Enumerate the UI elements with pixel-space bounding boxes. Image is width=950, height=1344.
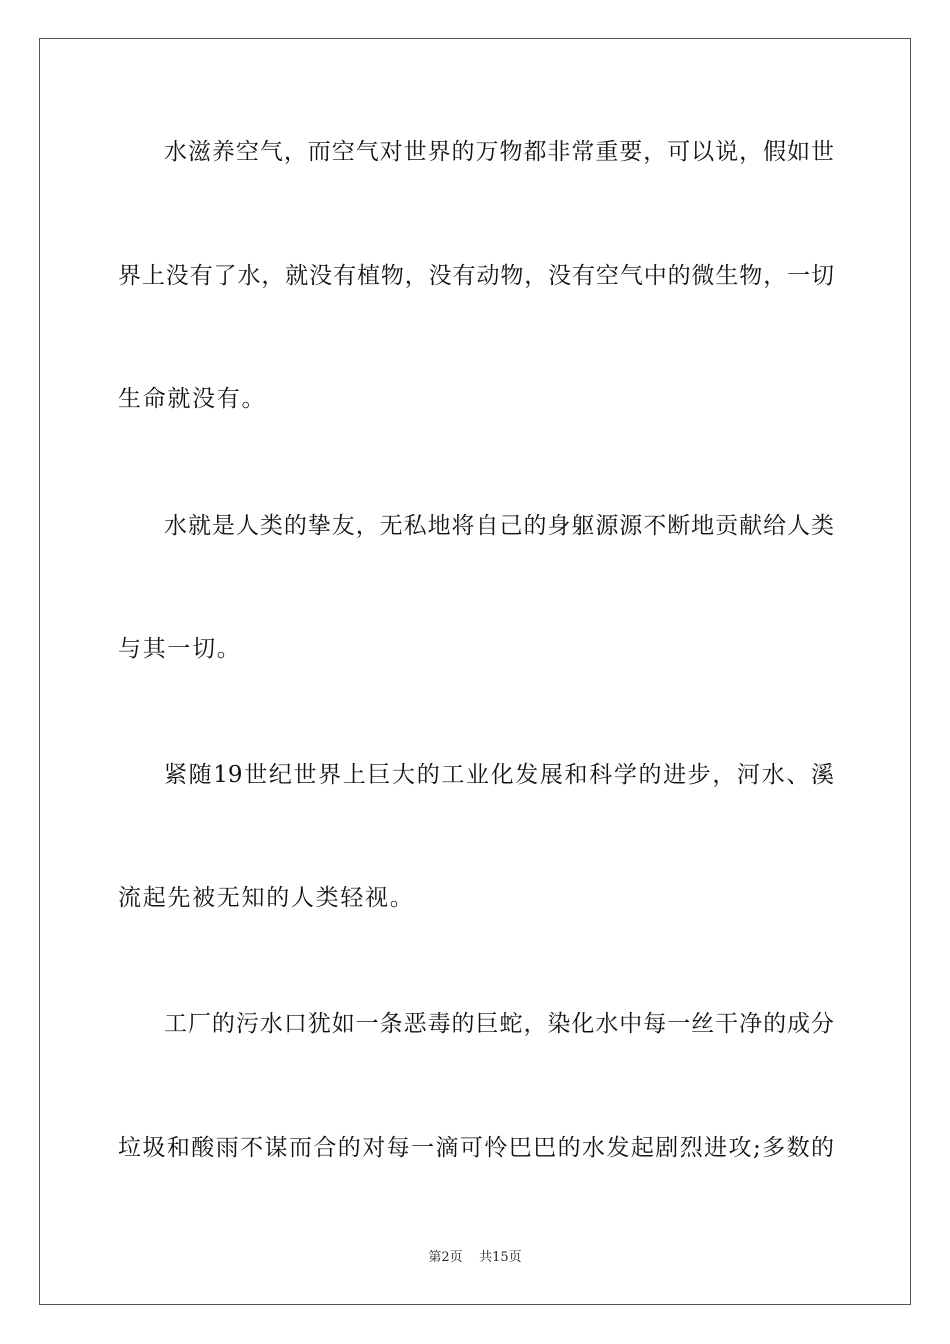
paragraph-line: 垃圾和酸雨不谋而合的对每一滴可怜巴巴的水发起剧烈进攻;多数的 <box>118 1135 834 1161</box>
paragraph-line: 流起先被无知的人类轻视。 <box>118 885 415 911</box>
page-total: 共15页 <box>479 1250 522 1265</box>
paragraph-line: 紧随19世纪世界上巨大的工业化发展和科学的进步，河水、溪 <box>164 762 834 788</box>
page-number: 第2页 <box>428 1250 463 1265</box>
paragraph-line: 水滋养空气，而空气对世界的万物都非常重要，可以说，假如世 <box>164 139 834 165</box>
page-footer <box>0 1246 950 1265</box>
paragraph-line: 工厂的污水口犹如一条恶毒的巨蛇，染化水中每一丝干净的成分 <box>164 1011 834 1037</box>
paragraph-line: 水就是人类的挚友，无私地将自己的身躯源源不断地贡献给人类 <box>164 513 834 539</box>
paragraph-line: 生命就没有。 <box>118 386 267 412</box>
page-border <box>39 38 911 1305</box>
paragraph-line: 与其一切。 <box>118 636 242 662</box>
paragraph-line: 界上没有了水，就没有植物，没有动物，没有空气中的微生物，一切 <box>118 263 834 289</box>
